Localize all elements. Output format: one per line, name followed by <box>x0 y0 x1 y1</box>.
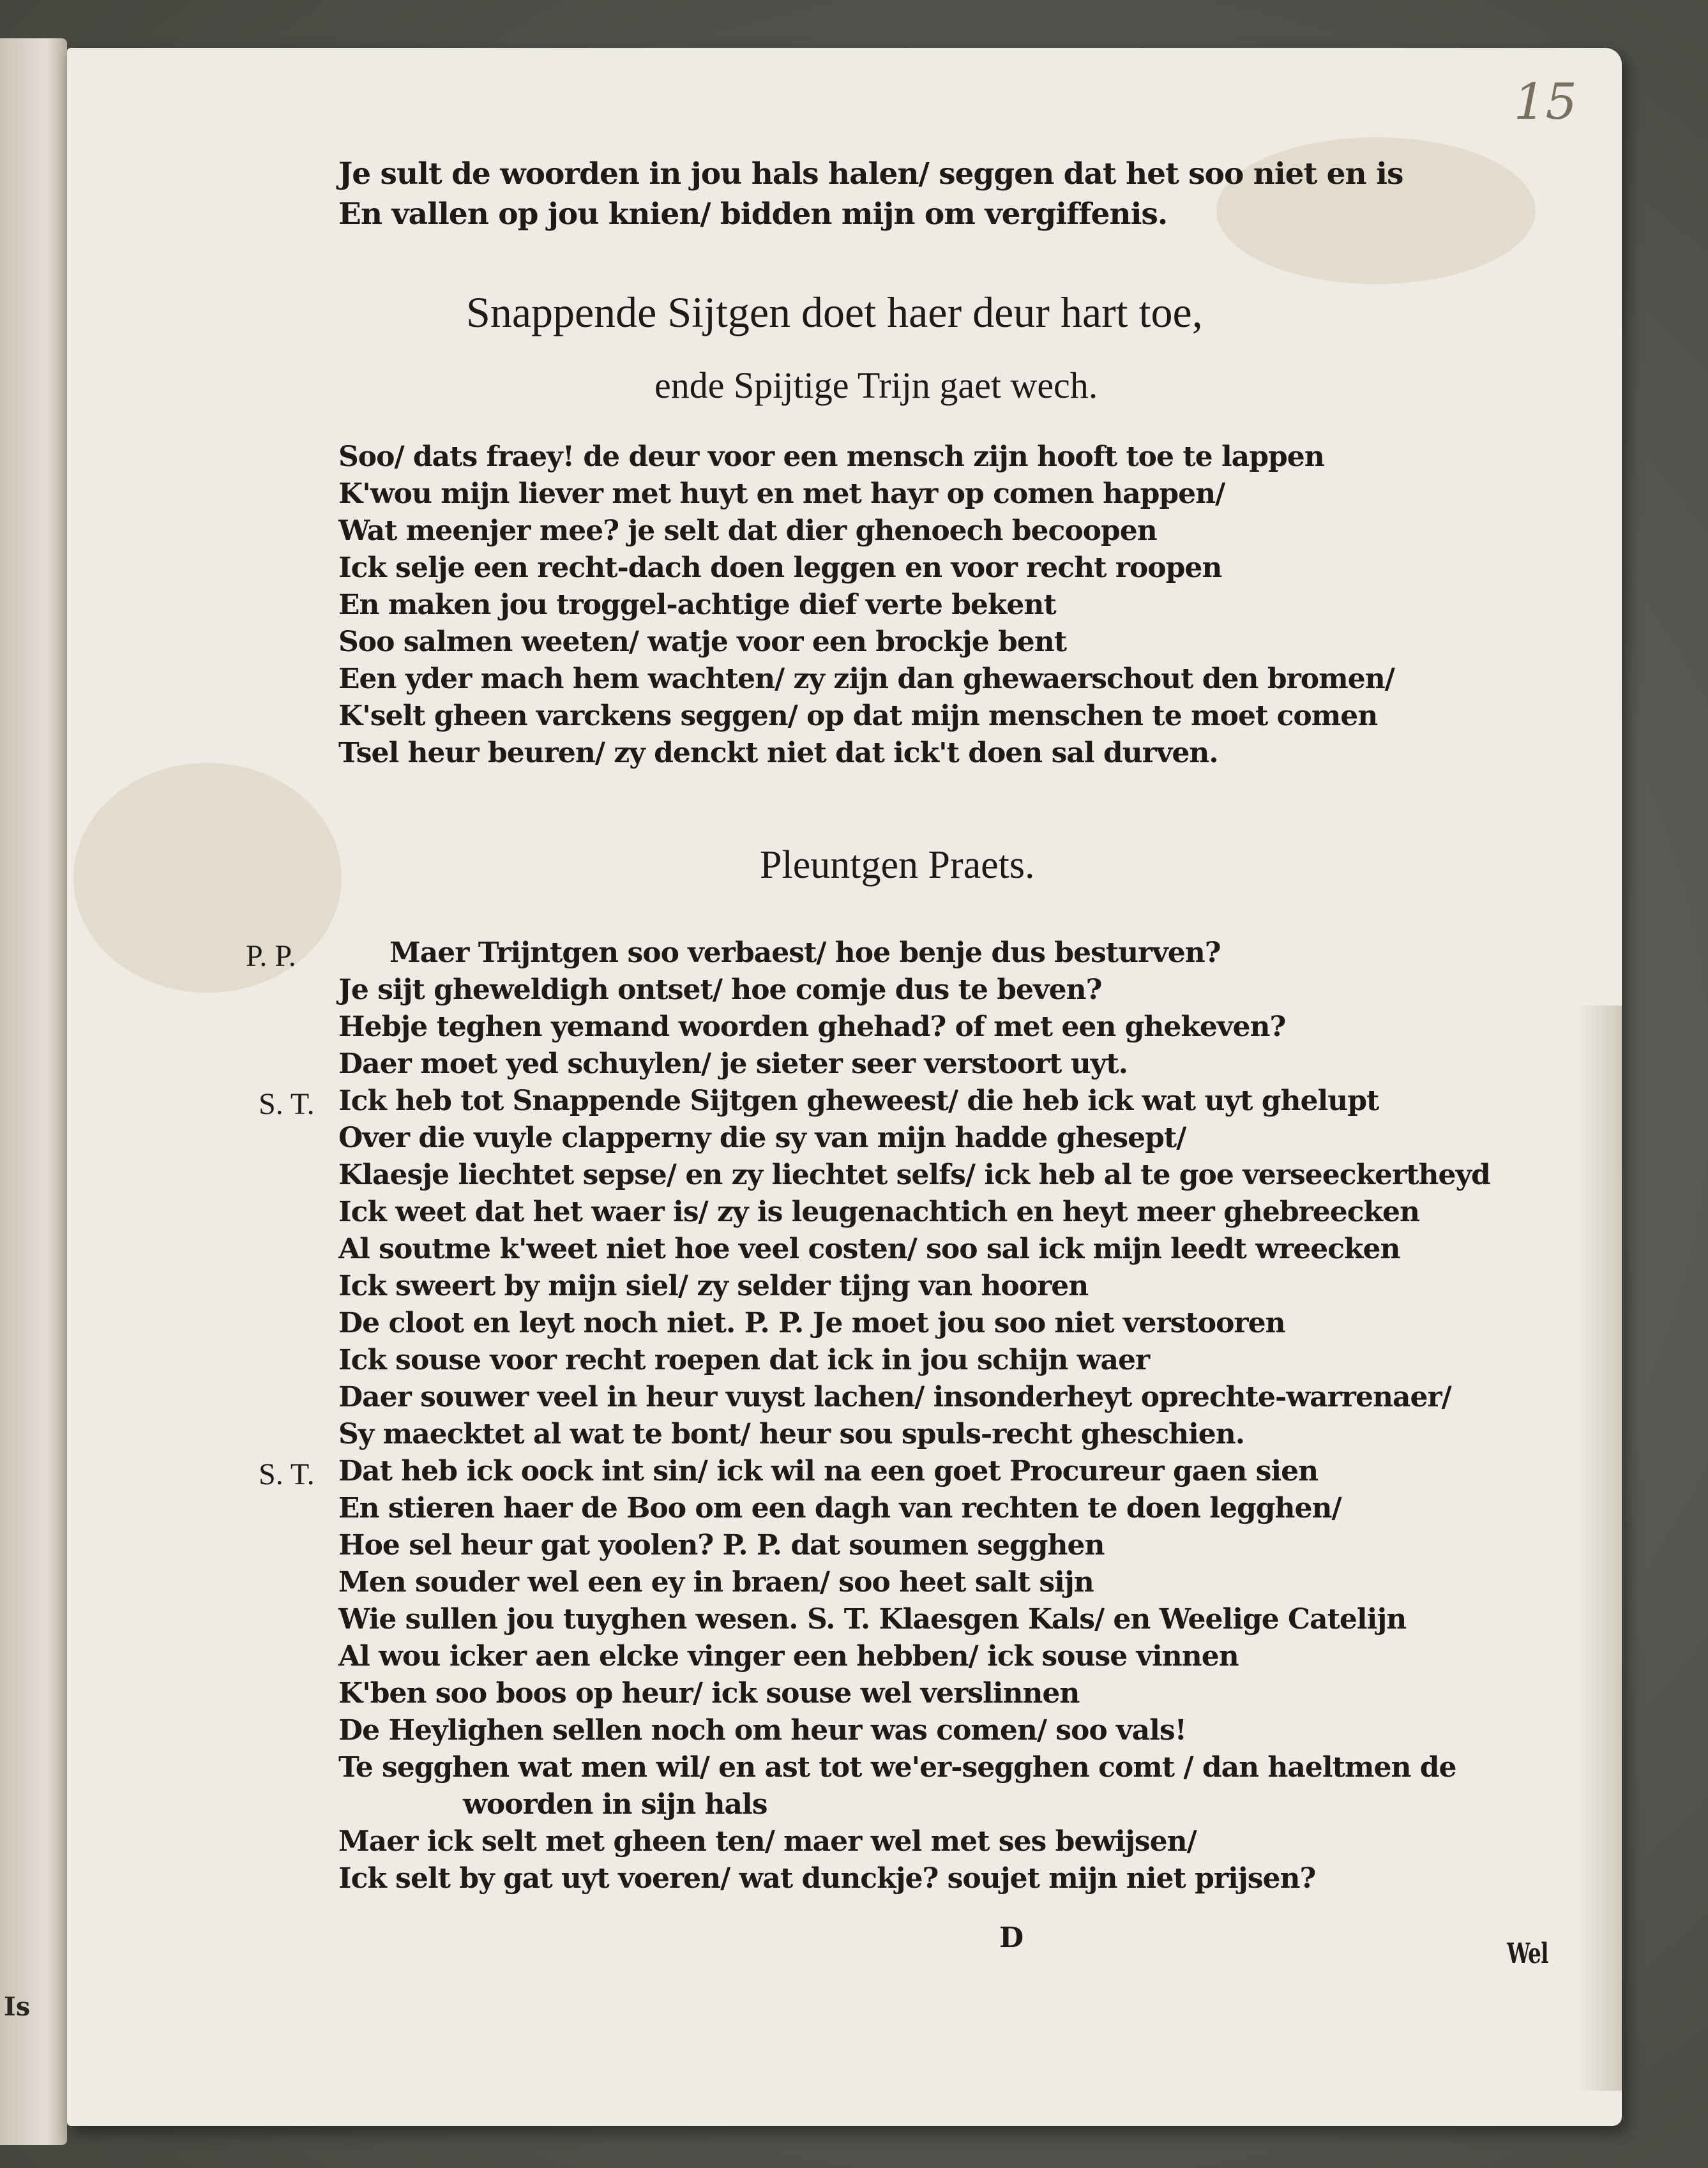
dialogue-line: Maer Trijntgen soo verbaest/ hoe benje dus besturven? <box>389 937 1221 969</box>
dialogue-line: Dat heb ick oock int sin/ ick wil na een goet Procureur gaen sien <box>338 1455 1319 1487</box>
dialogue-line: Ick heb tot Snappende Sijtgen gheweest/ die heb ick wat uyt ghelupt <box>338 1085 1379 1117</box>
dialogue-line: Maer ick selt met gheen ten/ maer wel met ses bewijsen/ <box>338 1825 1197 1858</box>
speaker-label: P. P. <box>246 939 296 973</box>
dialogue-line: Hoe sel heur gat yoolen? P. P. dat soumen segghen <box>338 1529 1105 1562</box>
dialogue-line: Daer moet yed schuylen/ je sieter seer verstoort uyt. <box>338 1048 1128 1080</box>
verse-line: Tsel heur beuren/ zy denckt niet dat ick't doen sal durven. <box>338 737 1218 769</box>
dialogue-line: Klaesje liechtet sepse/ en zy liechtet selfs/ ick heb al te goe verseeckertheyd <box>338 1159 1490 1191</box>
folio-number: 15 <box>1513 73 1577 131</box>
book-page <box>67 48 1622 2126</box>
dialogue-line: Over die vuyle clapperny die sy van mijn hadde ghesept/ <box>338 1122 1186 1154</box>
verse-line: Soo salmen weeten/ watje voor een brockje bent <box>338 626 1067 658</box>
dialogue-line: Hebje teghen yemand woorden ghehad? of met een ghekeven? <box>338 1011 1286 1043</box>
stage-direction-line-2: ende Spijtige Trijn gaet wech. <box>654 365 1098 406</box>
dialogue-line: Men souder wel een ey in braen/ soo heet salt sijn <box>338 1566 1094 1599</box>
opening-line-1: Je sult de woorden in jou hals halen/ seggen dat het soo niet en is <box>338 156 1403 192</box>
water-stain <box>73 763 342 993</box>
speaker-label: S. T. <box>259 1457 315 1491</box>
dialogue-line: Ick sweert by mijn siel/ zy selder tijng van hooren <box>338 1270 1089 1302</box>
dialogue-line: Daer souwer veel in heur vuyst lachen/ insonderheyt oprechte-warrenaer/ <box>338 1381 1451 1413</box>
dialogue-line: Al wou icker aen elcke vinger een hebben/ ick souse vinnen <box>338 1640 1239 1673</box>
verse-line: Ick selje een recht-dach doen leggen en voor recht roopen <box>338 552 1222 584</box>
dialogue-line: Sy maecktet al wat te bont/ heur sou spuls-recht gheschien. <box>338 1418 1245 1450</box>
facing-page-text: Is <box>4 1992 31 2022</box>
dialogue-line: En stieren haer de Boo om een dagh van rechten te doen legghen/ <box>338 1492 1341 1524</box>
facing-page-edge <box>0 38 67 2145</box>
dialogue-line: De Heylighen sellen noch om heur was comen/ soo vals! <box>338 1714 1186 1747</box>
dialogue-line: Je sijt gheweldigh ontset/ hoe comje dus te beven? <box>338 974 1102 1006</box>
dialogue-line: Te segghen wat men wil/ en ast tot we'er-segghen comt / dan haeltmen de <box>338 1751 1456 1784</box>
dialogue-line: Ick weet dat het waer is/ zy is leugenachtich en heyt meer ghebreecken <box>338 1196 1420 1228</box>
dialogue-line: Wie sullen jou tuyghen wesen. S. T. Klaesgen Kals/ en Weelige Catelijn <box>338 1603 1407 1636</box>
dialogue-line: Ick selt by gat uyt voeren/ wat dunckje? soujet mijn niet prijsen? <box>338 1862 1316 1895</box>
verse-line: K'wou mijn liever met huyt en met hayr op comen happen/ <box>338 478 1225 510</box>
verse-line: Wat meenjer mee? je selt dat dier ghenoech becoopen <box>338 515 1157 547</box>
opening-line-2: En vallen op jou knien/ bidden mijn om vergiffenis. <box>338 197 1168 232</box>
dialogue-line: Al soutme k'weet niet hoe veel costen/ soo sal ick mijn leedt wreecken <box>338 1233 1400 1265</box>
signature-mark: D <box>999 1922 1024 1954</box>
section-heading: Pleuntgen Praets. <box>760 843 1035 887</box>
verse-line: Een yder mach hem wachten/ zy zijn dan ghewaerschout den bromen/ <box>338 663 1394 695</box>
dialogue-line: De cloot en leyt noch niet. P. P. Je moet jou soo niet verstooren <box>338 1307 1285 1339</box>
dialogue-line-continuation: woorden in sijn hals <box>463 1788 767 1821</box>
catchword: Wel <box>1507 1938 1548 1970</box>
verse-line: En maken jou troggel-achtige dief verte bekent <box>338 589 1056 621</box>
page-edge-shadow <box>1577 1005 1622 2091</box>
verse-line: K'selt gheen varckens seggen/ op dat mijn menschen te moet comen <box>338 700 1378 732</box>
dialogue-line: K'ben soo boos op heur/ ick souse wel verslinnen <box>338 1677 1080 1710</box>
speaker-label: S. T. <box>259 1087 315 1121</box>
verse-line: Soo/ dats fraey! de deur voor een mensch zijn hooft toe te lappen <box>338 440 1324 473</box>
stage-direction-line-1: Snappende Sijtgen doet haer deur hart toe, <box>466 288 1203 336</box>
dialogue-line: Ick souse voor recht roepen dat ick in jou schijn waer <box>338 1344 1150 1376</box>
